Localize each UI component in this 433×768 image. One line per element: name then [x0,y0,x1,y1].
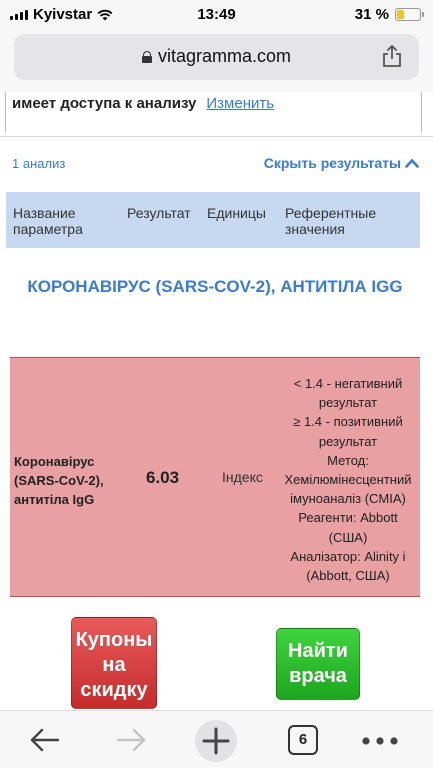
address-bar[interactable] [14,34,419,80]
results-table-header [6,192,420,248]
web-page [0,92,433,710]
header-result: Результат [127,205,191,221]
carrier-label: Kyivstar [33,6,93,23]
battery-fill [397,10,404,19]
hide-results-label: Скрыть результаты [263,155,401,171]
result-name: Коронавірус (SARS-CoV-2), антитіла IgG [14,454,104,507]
battery-percent: 31 % [354,6,389,23]
back-icon[interactable] [28,726,62,754]
analysis-count: 1 анализ [12,156,66,171]
clock: 13:49 [197,6,236,23]
browser-toolbar [0,30,433,92]
more-icon[interactable] [360,736,400,746]
url-display[interactable] [14,46,419,67]
reference-line: (США) [328,529,368,545]
reference-line: ≥ 1.4 - позитивний [293,414,403,430]
reference-values [280,374,416,585]
divider [0,136,433,137]
bottom-toolbar [0,710,433,768]
change-link[interactable]: Изменить [206,95,275,112]
chevron-up-icon [405,158,419,168]
result-units: Індекс [222,469,263,485]
tabs-icon[interactable]: 6 [288,725,318,755]
section-title: КОРОНАВІРУС (SARS-COV-2), АНТИТІЛА IGG [27,277,403,296]
header-name: Название параметра [13,205,83,237]
battery-group [355,6,421,23]
reference-line: результат [318,395,378,411]
result-row [10,357,420,597]
battery-icon [395,8,421,21]
add-icon[interactable] [195,720,237,762]
forward-icon[interactable] [114,726,148,754]
lock-icon [142,51,152,63]
reference-line: імуноаналіз (CMIA) [290,491,406,507]
header-reference: Референтные значения [285,205,377,237]
reference-line: (Abbott, США) [306,568,390,584]
share-icon[interactable] [381,44,403,68]
hide-results-link[interactable] [264,155,419,171]
reference-line: Реагенти: Abbott [298,510,398,526]
coupons-button[interactable]: Купоны на скидку [71,617,157,709]
url-text: vitagramma.com [157,46,292,66]
access-text: имеет доступа к анализу [12,95,197,112]
header-units: Единицы [207,205,266,221]
reference-line: результат [318,433,378,449]
reference-line: Хемілюмінесцентний [284,472,412,488]
reference-line: < 1.4 - негативний [293,376,403,391]
result-value: 6.03 [146,468,180,487]
access-notice [12,94,412,114]
find-doctor-button[interactable]: Найти врача [276,628,360,700]
reference-line: Метод: [327,452,369,468]
status-bar [0,0,433,30]
reference-line: Аналізатор: Alinity i [290,548,406,564]
